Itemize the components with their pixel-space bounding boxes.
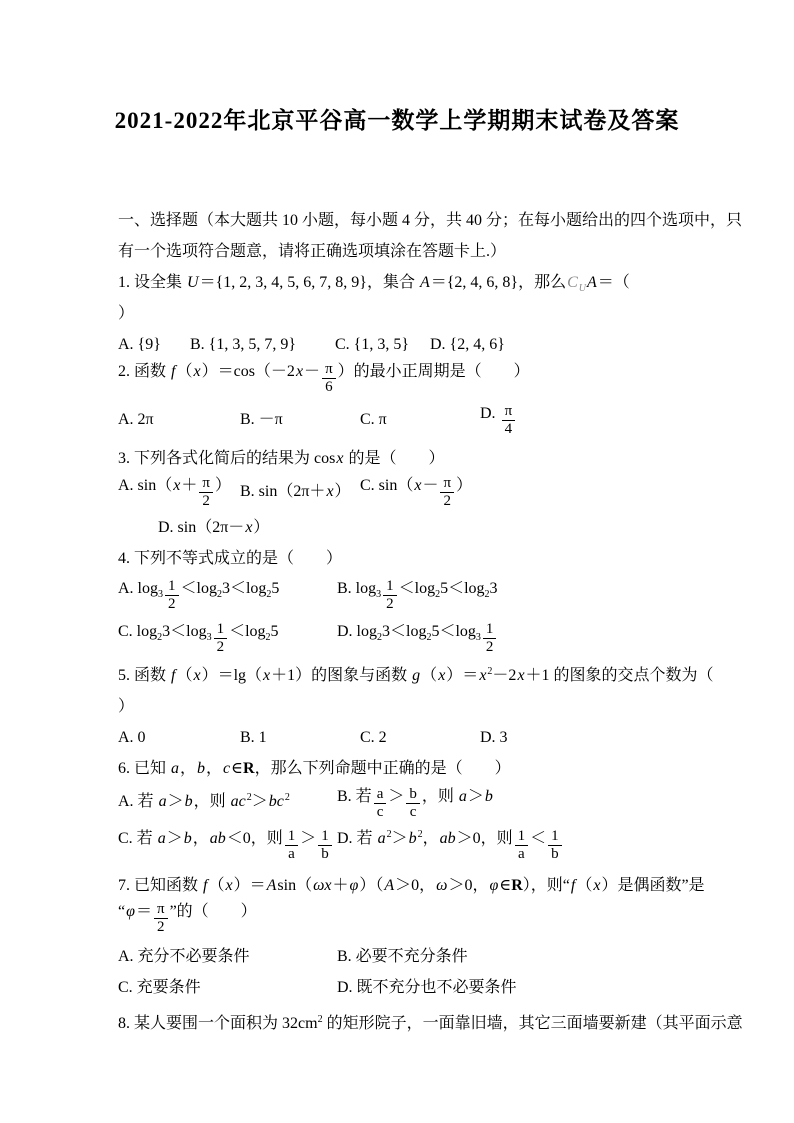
q7-stem-line2 [118, 896, 257, 940]
fraction-denominator: 2 [202, 492, 210, 509]
q4-options-row1-cell-0 [118, 578, 337, 613]
text-run: ， [180, 760, 197, 777]
text-run: C. 若 [118, 829, 157, 847]
q4-options-row1 [118, 572, 498, 618]
q1-stem-close [118, 303, 134, 325]
math-variable: A [419, 274, 430, 291]
fraction [483, 621, 497, 656]
q2-stem-cell-0 [118, 361, 530, 396]
q5-options-cell-2 [360, 727, 480, 749]
text-run: B. {1, 3, 5, 7, 9} [190, 336, 297, 353]
q1-options-cell-3 [430, 334, 505, 356]
text-run: D. 若 [337, 829, 377, 847]
math-variable: b [197, 760, 206, 777]
text-run: C. π [360, 411, 387, 428]
text-run: B. sin（2π＋ [240, 483, 326, 500]
text-run: B. 若 [337, 787, 372, 805]
fraction-numerator: 1 [515, 828, 529, 846]
text-run: 5＜log [431, 622, 476, 640]
fraction-denominator: 2 [386, 595, 394, 612]
text-run: C. sin（ [360, 476, 414, 494]
q7-options-row2-cell-0 [118, 977, 337, 999]
q6-stem-cell-0 [118, 758, 511, 780]
fraction-denominator: b [321, 845, 329, 862]
fraction-denominator: 2 [443, 492, 452, 509]
q2-options-cell-3 [480, 403, 517, 438]
subscript: 2 [265, 631, 271, 643]
text-run: 5 [271, 579, 280, 597]
math-variable: x [326, 483, 334, 500]
q3-stem-cell-0 [118, 448, 444, 470]
q6-options-row2 [118, 822, 564, 868]
subscript: 3 [158, 588, 163, 600]
text-run: ＜ [530, 829, 547, 847]
q3-options-row1-cell-2 [360, 475, 472, 510]
math-variable: ωx [313, 877, 332, 894]
text-run: ）（ [359, 877, 384, 894]
q2-options-cell-1 [240, 409, 360, 431]
math-variable: ab [209, 829, 226, 847]
text-run: 3 [489, 579, 498, 597]
text-run: 5. 函数 [118, 667, 171, 684]
text-run: 4. 下列不等式成立的是（ ） [118, 550, 343, 567]
superscript: 2 [417, 828, 423, 840]
text-run: ）的最小正周期是（ ） [337, 362, 530, 380]
q2-options [118, 400, 517, 440]
q3-option-d-cell-0 [158, 517, 269, 539]
text-run: （ [176, 667, 193, 684]
text-run: C. {1, 3, 5} [335, 336, 410, 353]
subscript: 2 [484, 588, 490, 600]
math-variable: a [377, 829, 386, 847]
text-run: ，则 [193, 793, 230, 810]
superscript: 2 [487, 666, 493, 677]
q6-stem [118, 758, 511, 780]
text-run: 8. 某人要围一个面积为 32cm [118, 1015, 318, 1032]
math-variable: x [245, 519, 253, 536]
math-variable: ω [436, 877, 448, 894]
q2-stem [118, 355, 530, 401]
math-variable: f [171, 362, 176, 380]
text-run: A. 若 [118, 793, 158, 810]
text-run: D. sin（2π－ [158, 519, 245, 536]
text-run: sin（ [277, 877, 313, 894]
text-run: ＞ [166, 829, 183, 847]
fraction-denominator: c [409, 803, 417, 820]
math-variable: bc [268, 793, 284, 810]
math-variable: b [183, 829, 192, 847]
math-variable: φ [349, 877, 359, 894]
text-run: ＞ [467, 787, 484, 805]
q5-options-cell-0 [118, 727, 240, 749]
subscript: 3 [376, 588, 382, 600]
math-variable: a [171, 760, 180, 777]
q6-options-row1 [118, 781, 494, 825]
q5-options-cell-3 [480, 727, 508, 749]
text-run: － [304, 362, 321, 380]
math-variable: x [517, 667, 525, 684]
q1-stem-close-cell-0 [118, 303, 134, 325]
text-run: ∈ [231, 760, 243, 777]
text-run: ） [118, 698, 135, 715]
q6-options-row2-cell-1 [337, 828, 564, 863]
section-header-line-2-cell-0 [118, 241, 506, 263]
text-run: 7. 已知函数 [118, 877, 203, 894]
text-run: ”的（ ） [169, 902, 257, 920]
text-run: ＋ [332, 877, 349, 894]
fraction [440, 475, 454, 510]
fraction-numerator: 1 [548, 828, 562, 846]
fraction [406, 786, 420, 821]
fraction [515, 828, 529, 863]
math-variable: x [438, 667, 446, 684]
text-run: ＞0， [395, 877, 436, 894]
section-header-line-1-cell-0 [118, 210, 742, 232]
text-run: 3＜log [221, 579, 267, 597]
text-run: ）＝cos（－2 [201, 362, 295, 380]
math-variable: a [157, 829, 166, 847]
text-run: ）＝lg（ [201, 667, 263, 684]
section-header-line-2 [118, 241, 506, 263]
q3-option-d [158, 517, 269, 539]
subscript: 3 [206, 631, 212, 643]
q5-stem-close [118, 696, 134, 718]
q7-options-row1-cell-0 [118, 946, 337, 968]
text-run: ＜log [398, 579, 436, 597]
q1-options-cell-0 [118, 334, 190, 356]
math-variable: g [412, 667, 421, 684]
text-run: A. 2π [118, 411, 154, 428]
fraction-numerator: 1 [483, 621, 497, 639]
math-variable: ab [439, 829, 456, 847]
q2-options-cell-0 [118, 409, 240, 431]
q3-options-row1-cell-0 [118, 475, 240, 510]
math-variable: x [225, 877, 233, 894]
q1-options-cell-2 [335, 334, 430, 356]
text-run: ） [253, 519, 270, 536]
text-run: ＞0，则 [456, 829, 513, 847]
text-run: ，则 [421, 787, 458, 805]
text-run: 有一个选项符合题意，请将正确选项填涂在答题卡上.） [118, 243, 507, 260]
text-run: D. 3 [480, 729, 508, 746]
text-run: ＞ [251, 793, 268, 810]
text-run: ）是偶函数”是 [601, 877, 705, 894]
q7-options-row2-cell-1 [337, 977, 517, 999]
text-run: D. 既不充分也不必要条件 [337, 979, 517, 996]
math-variable: φ [126, 902, 135, 920]
math-variable: b [184, 793, 193, 810]
fraction-numerator: π [154, 901, 168, 919]
text-run: C. 2 [360, 729, 387, 746]
fraction [548, 828, 562, 863]
q4-stem-cell-0 [118, 548, 342, 570]
subscript: 2 [266, 588, 272, 600]
text-run: ＞ [300, 829, 317, 847]
text-run: 一、选择题（本大题共 10 小题，每小题 4 分，共 40 分；在每小题给出的四个选项中，只 [118, 212, 743, 229]
fraction-numerator: 1 [165, 578, 179, 596]
document-title: 2021-2022年北京平谷高一数学上学期期末试卷及答案 [114, 108, 680, 133]
fraction-denominator: 2 [216, 638, 225, 655]
text-run: A. log [118, 579, 158, 597]
subscript: 2 [157, 631, 163, 643]
fraction [374, 786, 387, 821]
q5-stem-close-cell-0 [118, 696, 134, 718]
q4-options-row2-cell-1 [337, 621, 498, 656]
text-run: “ [118, 902, 126, 920]
text-run: ＋1 的图象的交点个数为（ [525, 667, 714, 684]
q5-stem-cell-0 [118, 665, 714, 689]
superscript: 2 [284, 792, 290, 803]
q7-stem-line2-cell-0 [118, 901, 257, 936]
math-variable: A [266, 877, 277, 894]
text-run: ）＝ [233, 877, 266, 894]
text-run: （ [176, 362, 193, 380]
fraction [154, 901, 168, 936]
superscript: 2 [386, 828, 392, 840]
q8-stem [118, 1013, 743, 1037]
text-run: ） [456, 476, 473, 494]
math-variable: x [193, 667, 201, 684]
q1-options [118, 334, 505, 356]
text-run: D. [480, 404, 500, 422]
text-run: ＝ [135, 902, 152, 920]
text-run: A. 充分不必要条件 [118, 948, 250, 965]
fraction-numerator: b [406, 786, 420, 804]
text-run: 1. 设全集 [118, 274, 187, 291]
fraction-numerator: 1 [318, 828, 332, 846]
q5-options-cell-1 [240, 727, 360, 749]
math-variable: x [414, 476, 422, 494]
math-variable: ac [230, 793, 246, 810]
q5-options [118, 727, 508, 749]
text-run: ＜log [180, 579, 217, 597]
q6-options-row2-cell-0 [118, 828, 337, 863]
text-run: ＜log [229, 622, 266, 640]
fraction-numerator: π [199, 475, 213, 493]
fraction-denominator: a [518, 845, 525, 862]
fraction [199, 475, 213, 510]
subscript: 2 [216, 588, 222, 600]
q4-stem [118, 548, 342, 570]
text-run: ， [422, 829, 439, 847]
q3-options-row1-cell-1 [240, 481, 360, 503]
text-run: D. log [337, 622, 377, 640]
math-variable: a [458, 787, 467, 805]
text-run: ＞ [167, 793, 184, 810]
q7-options-row2 [118, 977, 517, 999]
math-variable: a [158, 793, 167, 810]
text-run: 3＜log [162, 622, 207, 640]
q4-options-row2-cell-0 [118, 621, 337, 656]
text-run: ＞0， [448, 877, 489, 894]
q1-stem [118, 272, 630, 296]
text-run: ）＝ [446, 667, 479, 684]
fraction-denominator: b [551, 845, 559, 862]
text-run: 的是（ ） [344, 450, 445, 467]
math-variable: x [593, 877, 601, 894]
text-run: ，那么下列命题中正确的是（ ） [254, 760, 511, 777]
text-run: 5 [270, 622, 279, 640]
q6-options-row1-cell-0 [118, 791, 337, 815]
text-run: ＝（ [597, 274, 630, 291]
math-variable: x [173, 476, 181, 494]
q4-options-row1-cell-1 [337, 578, 498, 613]
fraction-numerator: π [440, 475, 454, 493]
text-run: C. log [118, 622, 158, 640]
text-run: B. 1 [240, 729, 267, 746]
text-run: （ [576, 877, 593, 894]
text-run: ＋1）的图象与函数 [271, 667, 412, 684]
text-run: ＝{1, 2, 3, 4, 5, 6, 7, 8, 9}，集合 [199, 274, 419, 291]
text-run: 5＜log [440, 579, 485, 597]
text-run: ＝{2, 4, 6, 8}，那么 [430, 274, 567, 291]
math-variable: f [570, 877, 576, 894]
math-variable: C [567, 274, 578, 291]
text-run: A. sin（ [118, 476, 173, 494]
text-run: ） [118, 305, 135, 322]
text-run: －2 [492, 667, 517, 684]
superscript: 2 [317, 1014, 323, 1025]
fraction-denominator: 2 [157, 918, 165, 935]
math-variable: U [187, 274, 199, 291]
math-variable: b [408, 829, 417, 847]
text-run: B. －π [240, 411, 283, 428]
q6-options-row1-cell-1 [337, 786, 494, 821]
fraction [165, 578, 179, 613]
text-run: 的矩形院子，一面靠旧墙，其它三面墙要新建（其平面示意 [322, 1015, 743, 1032]
q3-options-row1 [118, 470, 472, 514]
subscript: 2 [377, 631, 382, 643]
text-run: A. 0 [118, 729, 146, 746]
section-header-line-1 [118, 210, 742, 232]
text-run: （ [208, 877, 225, 894]
math-variable: f [203, 877, 208, 894]
fraction-denominator: 2 [485, 638, 494, 655]
fraction-numerator: 1 [214, 621, 228, 639]
fraction [318, 828, 332, 863]
math-variable: φ [489, 877, 499, 894]
number-set-symbol: R [243, 760, 255, 777]
text-run: ∈ [499, 877, 512, 894]
fraction-denominator: 6 [325, 378, 333, 395]
fraction-numerator: π [322, 361, 336, 379]
text-run: A. {9} [118, 336, 161, 353]
q3-stem [118, 448, 444, 470]
q1-options-cell-1 [190, 334, 335, 356]
math-variable: x [193, 362, 201, 380]
fraction-numerator: π [502, 403, 516, 421]
fraction [285, 828, 299, 863]
fraction-denominator: 4 [504, 420, 513, 437]
text-run: ＋ [181, 476, 198, 494]
text-run: ＜0，则 [226, 829, 283, 847]
q4-options-row2 [118, 615, 498, 661]
text-run: （ [421, 667, 438, 684]
text-run: C. 充要条件 [118, 979, 201, 996]
text-run: 3. 下列各式化简后的结果为 cos [118, 450, 336, 467]
text-run: D. {2, 4, 6} [430, 336, 505, 353]
fraction-numerator: 1 [383, 578, 397, 596]
subscript: 2 [435, 588, 441, 600]
fraction [383, 578, 397, 613]
q2-options-cell-2 [360, 409, 480, 431]
subscript: 2 [426, 631, 432, 643]
q7-stem-line1 [118, 875, 705, 897]
math-variable: x [336, 450, 344, 467]
text-run: B. 必要不充分条件 [337, 948, 468, 965]
text-run: B. log [337, 579, 377, 597]
fraction-denominator: c [376, 803, 384, 820]
math-variable: A [587, 274, 597, 291]
superscript: 2 [246, 792, 252, 803]
math-variable: x [295, 362, 304, 380]
text-run: ， [192, 829, 209, 847]
subscript: U [578, 283, 587, 294]
q7-options-row1-cell-1 [337, 946, 468, 968]
text-run: 6. 已知 [118, 760, 171, 777]
text-run: ），则“ [522, 877, 570, 894]
text-run: 2. 函数 [118, 362, 171, 380]
text-run: ＞ [391, 829, 408, 847]
text-run: ＞ [388, 787, 405, 805]
fraction-numerator: a [374, 786, 387, 804]
math-variable: A [384, 877, 395, 894]
text-run: ） [334, 483, 351, 500]
fraction-denominator: a [288, 845, 295, 862]
math-variable: f [171, 667, 176, 684]
fraction-denominator: 2 [168, 595, 176, 612]
fraction-numerator: 1 [285, 828, 299, 846]
math-variable: b [484, 787, 493, 805]
text-run: ， [206, 760, 223, 777]
q7-stem-line1-cell-0 [118, 875, 705, 897]
math-variable: x [263, 667, 271, 684]
text-run: ） [214, 476, 231, 494]
q1-stem-cell-0 [118, 272, 630, 296]
fraction [214, 621, 228, 656]
math-variable: x [479, 667, 487, 684]
math-variable: c [223, 760, 231, 777]
q5-stem [118, 665, 714, 689]
q8-stem-cell-0 [118, 1013, 743, 1037]
number-set-symbol: R [511, 877, 523, 894]
text-run: 3＜log [382, 622, 427, 640]
text-run: － [422, 476, 439, 494]
q7-options-row1 [118, 946, 468, 968]
fraction [322, 361, 336, 396]
fraction [502, 403, 516, 438]
subscript: 3 [475, 631, 481, 643]
